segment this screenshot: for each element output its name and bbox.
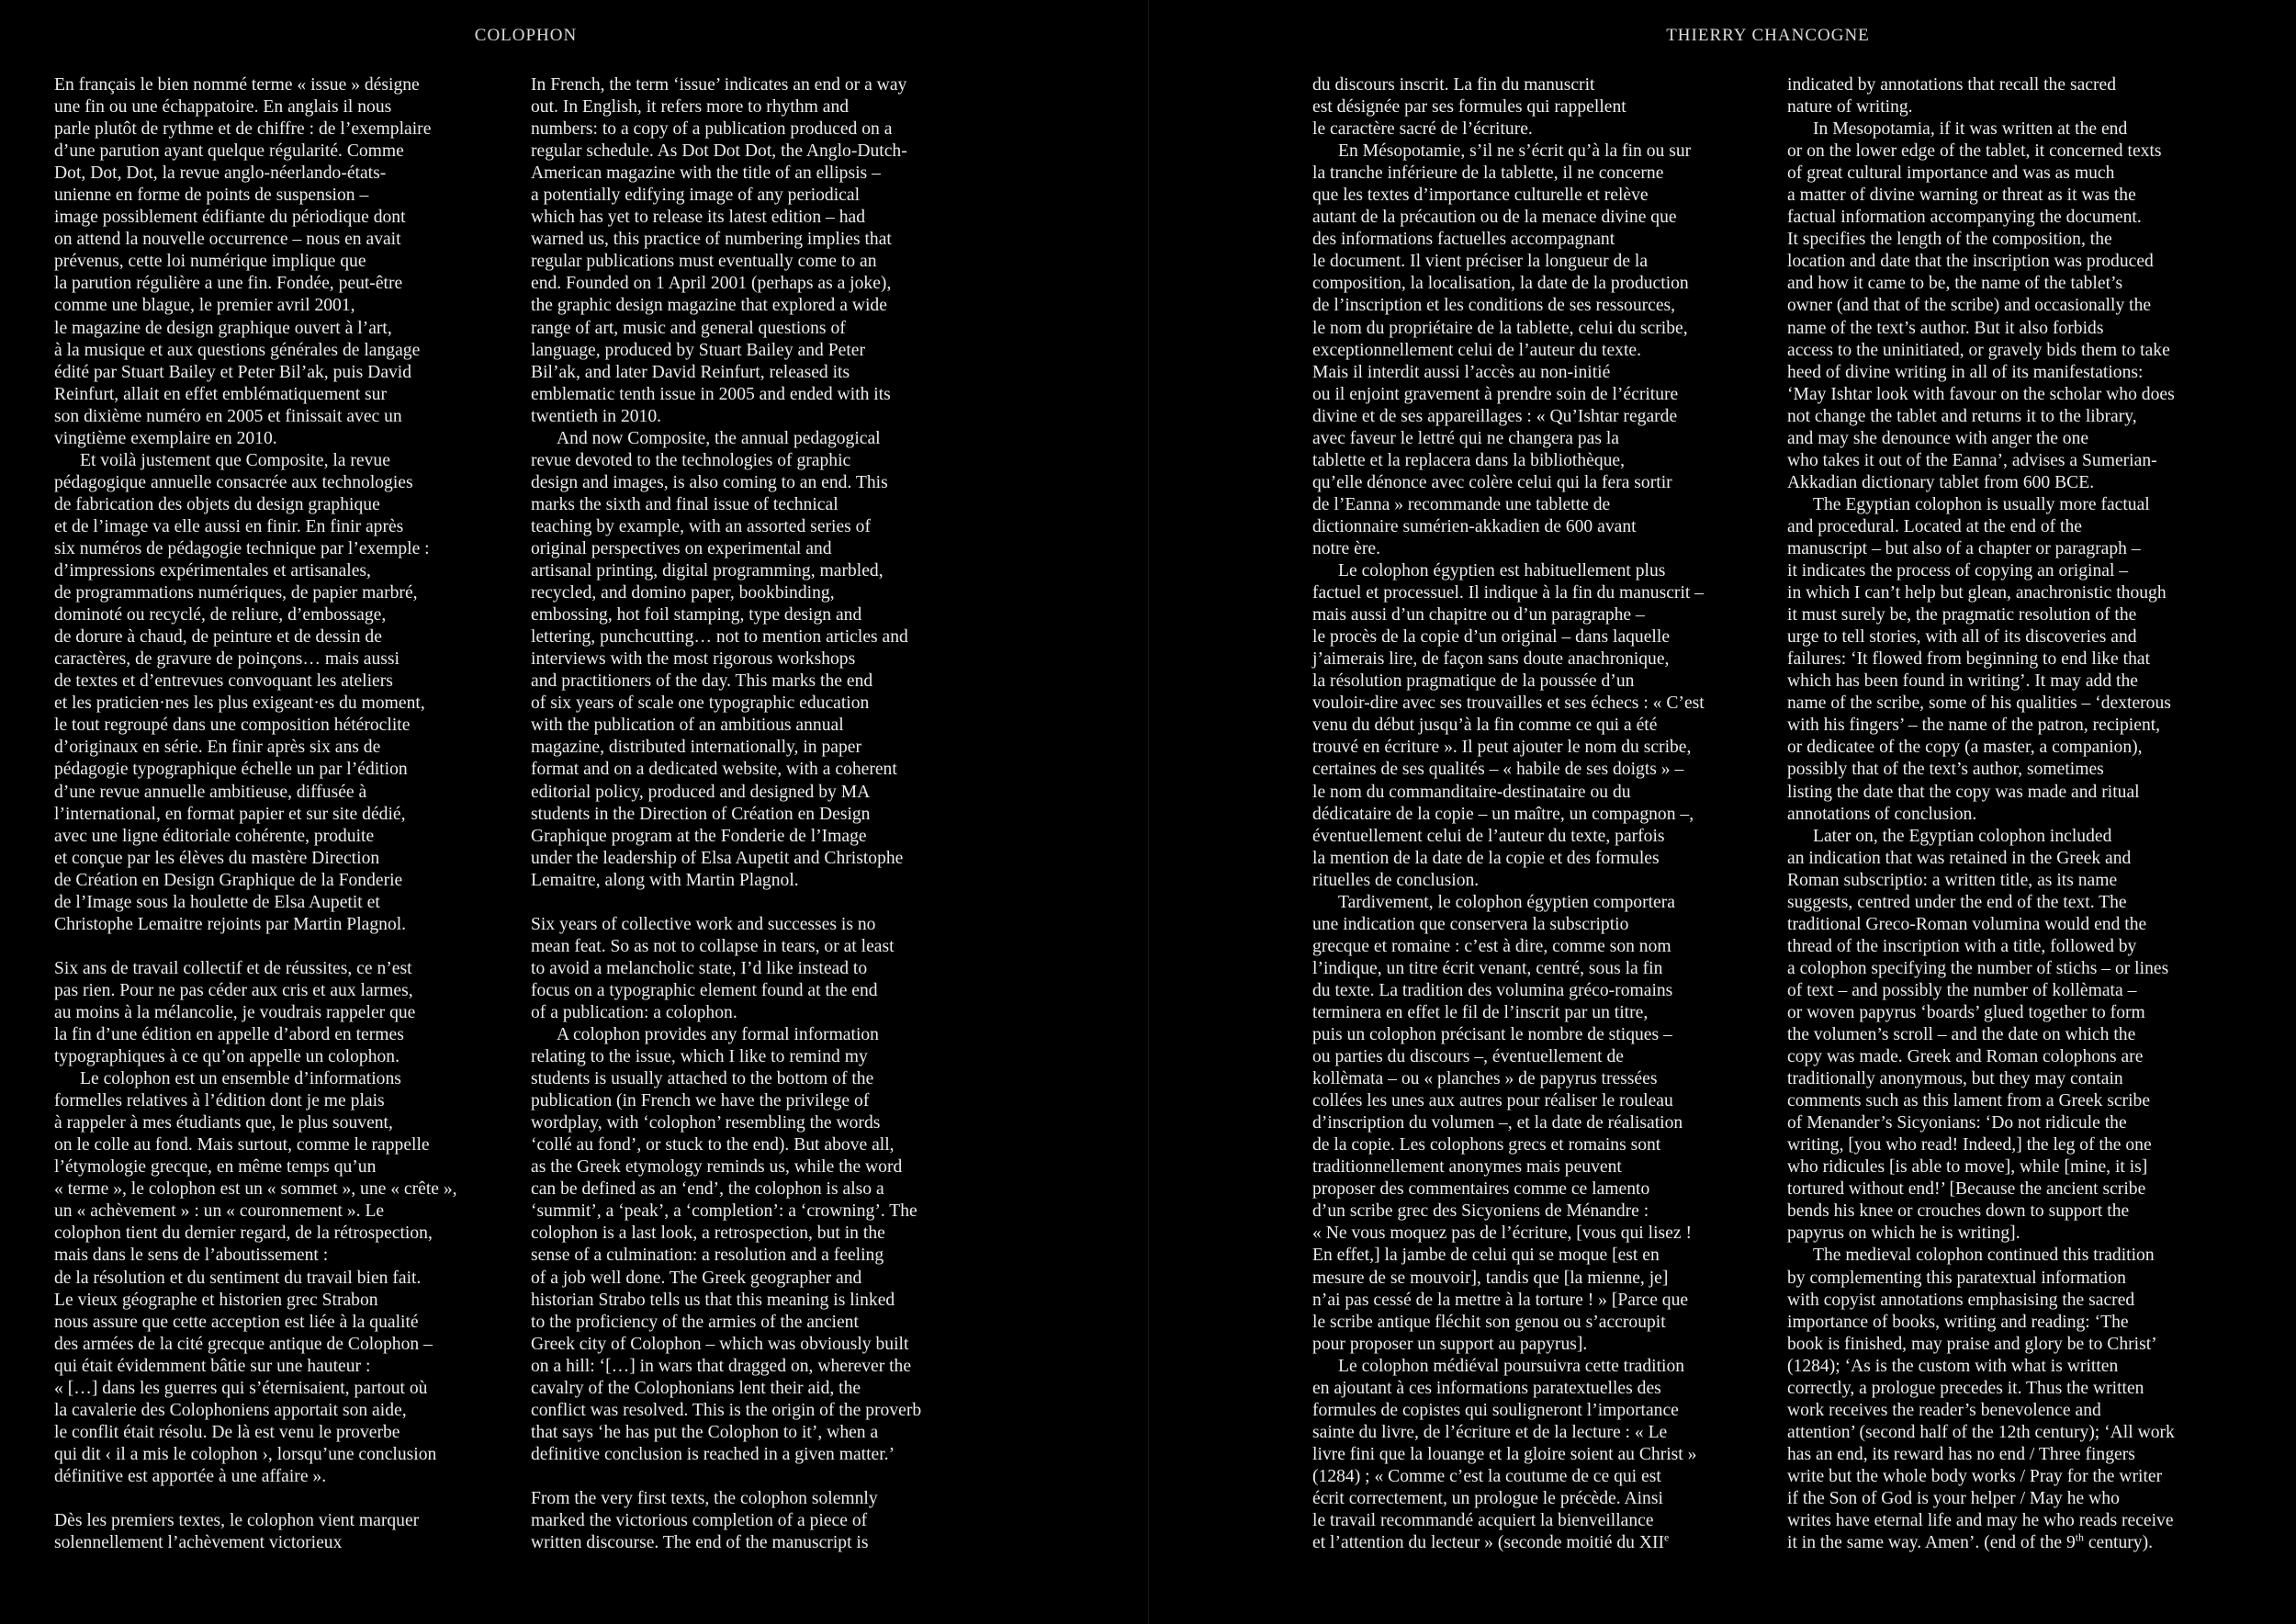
- text-line: cavalry of the Colophonians lent their aid, the: [531, 1378, 861, 1398]
- text-line: relating to the issue, which I like to remind my: [531, 1047, 868, 1067]
- text-column-french-2: [1312, 74, 1799, 1554]
- text-line: with the publication of an ambitious annual: [531, 716, 844, 736]
- text-line: la parution régulière a une fin. Fondée, peut-être: [54, 274, 403, 294]
- text-line: suggests, centred under the end of the text. The: [1787, 892, 2127, 912]
- text-line: la mention de la date de la copie et des formules: [1312, 848, 1660, 868]
- text-line: notre ère.: [1312, 538, 1380, 558]
- text-line: du discours inscrit. La fin du manuscrit: [1312, 75, 1595, 95]
- text-line: la fin d’une édition en appelle d’abord en termes: [54, 1025, 404, 1045]
- text-line: [54, 936, 541, 958]
- text-line: livre fini que la louange et la gloire soient au Christ »: [1312, 1444, 1697, 1464]
- text-line: Six years of collective work and successes is no: [531, 914, 876, 934]
- text-line: Tardivement, le colophon égyptien comportera: [1338, 892, 1675, 912]
- text-line: Mais il interdit aussi l’accès au non-initié: [1312, 362, 1611, 382]
- text-line: tablette et la replacera dans la bibliothèque,: [1312, 450, 1626, 470]
- text-line: « Ne vous moquez pas de l’écriture, [vous qui lisez !: [1312, 1224, 1692, 1244]
- text-line: d’un scribe grec des Sicyoniens de Ménandre :: [1312, 1201, 1649, 1222]
- text-line: de l’inscription et les conditions de ses ressources,: [1312, 296, 1676, 316]
- text-line: d’une parution ayant quelque régularité. Comme: [54, 141, 404, 162]
- text-line: d’originaux en série. En finir après six ans de: [54, 738, 381, 758]
- text-line: heed of divine writing in all of its manifestations:: [1787, 362, 2144, 382]
- text-line: définitive est apportée à une affaire ».: [54, 1466, 327, 1486]
- text-line: as the Greek etymology reminds us, while the word: [531, 1157, 903, 1178]
- text-line: au moins à la mélancolie, je voudrais rappeler que: [54, 1002, 416, 1022]
- text-line: vingtième exemplaire en 2010.: [54, 428, 277, 448]
- text-line: write but the whole body works / Pray for the writer: [1787, 1466, 2163, 1486]
- text-line: mesure de se mouvoir], tandis que [la mienne, je]: [1312, 1268, 1669, 1288]
- text-line: d’une revue annuelle ambitieuse, diffusée à: [54, 782, 367, 802]
- text-line: or on the lower edge of the tablet, it concerned texts: [1787, 141, 2162, 162]
- text-line: Dès les premiers textes, le colophon vient marquer: [54, 1511, 420, 1531]
- text-line: it in the same way. Amen’. (end of the 9th century).: [1787, 1531, 2153, 1553]
- page-gutter: [1148, 0, 1149, 1624]
- text-line: to the proficiency of the armies of the ancient: [531, 1312, 859, 1332]
- text-line: l’indique, un titre écrit venant, centré, sous la fin: [1312, 958, 1663, 978]
- text-line: Roman subscriptio: a written title, as its name: [1787, 870, 2118, 890]
- text-line: who takes it out of the Eanna’, advises a Sumerian-: [1787, 450, 2157, 470]
- text-line: design and images, is also coming to an end. This: [531, 472, 888, 492]
- text-line: Akkadian dictionary tablet from 600 BCE.: [1787, 472, 2095, 492]
- text-line: [531, 1466, 1018, 1488]
- text-line: ‘May Ishtar look with favour on the scholar who does: [1787, 384, 2175, 404]
- text-line: possibly that of the text’s author, sometimes: [1787, 760, 2104, 780]
- text-line: rituelles de conclusion.: [1312, 870, 1480, 890]
- text-line: can be defined as an ‘end’, the colophon is also a: [531, 1179, 884, 1200]
- text-line: mais aussi d’un chapitre ou d’un paragraphe –: [1312, 605, 1645, 626]
- text-line: a potentially edifying image of any periodical: [531, 186, 861, 206]
- text-line: sainte du livre, de l’écriture et de la lecture : « Le: [1312, 1422, 1668, 1442]
- text-line: la cavalerie des Colophoniens apportait son aide,: [54, 1400, 407, 1420]
- text-line: exceptionnellement celui de l’auteur du texte.: [1312, 340, 1641, 360]
- text-line: under the leadership of Elsa Aupetit and Christophe: [531, 848, 904, 868]
- text-line: factuel et processuel. Il indique à la fin du manuscrit –: [1312, 583, 1705, 603]
- text-line: le caractère sacré de l’écriture.: [1312, 119, 1533, 140]
- text-line: out. In English, it refers more to rhythm and: [531, 97, 850, 118]
- text-line: twentieth in 2010.: [531, 406, 662, 426]
- text-line: Le colophon égyptien est habituellement plus: [1338, 561, 1666, 581]
- text-line: d’inscription du volumen –, et la date de réalisation: [1312, 1113, 1683, 1133]
- text-line: à rappeler à mes étudiants que, le plus souvent,: [54, 1113, 393, 1133]
- text-line: qu’elle dénonce avec colère celui qui la fera sortir: [1312, 472, 1672, 492]
- text-line: it must surely be, the pragmatic resolution of the: [1787, 605, 2137, 626]
- text-line: an indication that was retained in the Greek and: [1787, 848, 2132, 868]
- text-line: range of art, music and general questions of: [531, 318, 846, 338]
- text-line: la tranche inférieure de la tablette, il ne concerne: [1312, 164, 1664, 184]
- text-line: written discourse. The end of the manuscript is: [531, 1533, 869, 1553]
- text-line: of great cultural importance and was as much: [1787, 164, 2115, 184]
- text-line: et l’attention du lecteur » (seconde moitié du XIIe: [1312, 1531, 1670, 1553]
- text-line: to avoid a melancholic state, I’d like instead to: [531, 958, 868, 978]
- text-line: warned us, this practice of numbering implies that: [531, 230, 892, 250]
- text-line: dominoté ou recyclé, de reliure, d’embossage,: [54, 605, 387, 626]
- text-line: of a job well done. The Greek geographer and: [531, 1268, 862, 1288]
- text-line: nature of writing.: [1787, 97, 1913, 118]
- text-line: proposer des commentaires comme ce lamento: [1312, 1179, 1650, 1200]
- text-line: le conflit était résolu. De là est venu le proverbe: [54, 1422, 400, 1442]
- text-line: Greek city of Colophon – which was obviously built: [531, 1334, 909, 1354]
- running-head-left: COLOPHON: [474, 26, 578, 45]
- text-line: name of the text’s author. But it also forbids: [1787, 318, 2104, 338]
- text-line: if the Son of God is your helper / May he who: [1787, 1489, 2120, 1508]
- text-line: kollèmata – ou « planches » de papyrus tressées: [1312, 1069, 1658, 1089]
- text-line: pour proposer un support au papyrus].: [1312, 1334, 1588, 1354]
- text-line: artisanal printing, digital programming, marbled,: [531, 561, 884, 581]
- text-line: une indication que conservera la subscriptio: [1312, 914, 1629, 934]
- text-line: et les praticien·nes les plus exigeant·es du moment,: [54, 694, 425, 714]
- text-line: colophon tient du dernier regard, de la rétrospection,: [54, 1224, 433, 1244]
- text-line: composition, la localisation, la date de la production: [1312, 274, 1689, 294]
- text-line: name of the scribe, some of his qualities – ‘dexterous: [1787, 694, 2171, 714]
- text-line: marks the sixth and final issue of technical: [531, 494, 838, 514]
- text-line: formelles relatives à l’édition dont je me plais: [54, 1091, 385, 1111]
- text-line: which has been found in writing’. It may add the: [1787, 671, 2138, 692]
- text-line: conflict was resolved. This is the origin of the proverb: [531, 1400, 922, 1420]
- running-head-right: THIERRY CHANCOGNE: [1666, 26, 1870, 45]
- text-line: collées les unes aux autres pour réaliser le rouleau: [1312, 1091, 1673, 1111]
- text-line: not change the tablet and returns it to the library,: [1787, 406, 2137, 426]
- text-line: autant de la précaution ou de la menace divine que: [1312, 208, 1677, 228]
- text-line: numbers: to a copy of a publication produced on a: [531, 119, 893, 140]
- text-line: publication (in French we have the privilege of: [531, 1091, 870, 1111]
- text-line: terminera en effet le fil de l’inscrit par un titre,: [1312, 1002, 1649, 1022]
- text-line: des armées de la cité grecque antique de Colophon –: [54, 1334, 433, 1354]
- text-line: caractères, de gravure de poinçons… mais aussi: [54, 649, 400, 670]
- text-line: parle plutôt de rythme et de chiffre : de l’exemplaire: [54, 119, 432, 140]
- text-line: traditionnellement anonymes mais peuvent: [1312, 1157, 1622, 1178]
- text-line: de textes et d’entrevues convoquant les ateliers: [54, 671, 393, 692]
- text-line: de Création en Design Graphique de la Fonderie: [54, 870, 403, 890]
- text-line: lettering, punchcutting… not to mention articles and: [531, 627, 908, 648]
- text-line: revue devoted to the technologies of graphic: [531, 450, 851, 470]
- text-line: Six ans de travail collectif et de réussites, ce n’est: [54, 958, 412, 978]
- text-line: divine et de ses appareillages : « Qu’Ishtar regarde: [1312, 406, 1678, 426]
- text-line: est désignée par ses formules qui rappellent: [1312, 97, 1626, 118]
- superscript: e: [1664, 1531, 1670, 1544]
- text-line: traditionally anonymous, but they may contain: [1787, 1069, 2123, 1089]
- text-line: American magazine with the title of an ellipsis –: [531, 164, 881, 184]
- text-line: on le colle au fond. Mais surtout, comme le rappelle: [54, 1135, 430, 1156]
- text-column-english-2: [1787, 74, 2274, 1554]
- text-line: embossing, hot foil stamping, type design and: [531, 605, 862, 626]
- text-line: l’international, en format papier et sur site dédié,: [54, 804, 406, 824]
- text-line: of a publication: a colophon.: [531, 1002, 737, 1022]
- text-line: [531, 892, 1018, 914]
- text-line: prévenus, cette loi numérique implique que: [54, 252, 366, 272]
- text-line: le nom du propriétaire de la tablette, celui du scribe,: [1312, 318, 1688, 338]
- text-line: « terme », le colophon est un « sommet », une « crête »,: [54, 1179, 457, 1200]
- text-line: regular schedule. As Dot Dot Dot, the Anglo-Dutch-: [531, 141, 907, 162]
- text-line: historian Strabo tells us that this meaning is linked: [531, 1290, 895, 1310]
- text-line: le magazine de design graphique ouvert à l’art,: [54, 318, 392, 338]
- text-line: Christophe Lemaitre rejoints par Martin Plagnol.: [54, 914, 407, 934]
- text-line: book is finished, may praise and glory be to Christ’: [1787, 1334, 2157, 1354]
- text-line: Reinfurt, allait en effet emblématiquement sur: [54, 384, 387, 404]
- text-line: of six years of scale one typographic education: [531, 694, 870, 714]
- text-line: students is usually attached to the bottom of the: [531, 1069, 874, 1089]
- text-line: écrit correctement, un prologue le précède. Ainsi: [1312, 1489, 1663, 1508]
- text-line: annotations of conclusion.: [1787, 804, 1977, 824]
- text-line: In Mesopotamia, if it was written at the end: [1813, 119, 2128, 140]
- text-line: attention’ (second half of the 12th century); ‘All work: [1787, 1422, 2175, 1442]
- text-line: magazine, distributed internationally, in paper: [531, 738, 862, 758]
- text-line: Later on, the Egyptian colophon included: [1813, 826, 2112, 846]
- text-line: unienne en forme de points de suspension –: [54, 186, 369, 206]
- text-line: or woven papyrus ‘boards’ glued together to form: [1787, 1002, 2145, 1022]
- text-line: nous assure que cette acception est liée à la qualité: [54, 1312, 419, 1332]
- text-line: que les textes d’importance culturelle et relève: [1312, 186, 1649, 206]
- text-line: et conçue par les élèves du mastère Direction: [54, 848, 380, 868]
- text-line: that says ‘he has put the Colophon to it’, when a: [531, 1422, 879, 1442]
- text-line: Dot, Dot, Dot, la revue anglo-néerlando-états-: [54, 164, 387, 184]
- text-line: of Menander’s Sicyonians: ‘Do not ridicule the: [1787, 1113, 2127, 1133]
- text-line: le document. Il vient préciser la longueur de la: [1312, 252, 1649, 272]
- text-line: importance of books, writing and reading: ‘The: [1787, 1312, 2129, 1332]
- text-line: From the very first texts, the colophon solemnly: [531, 1489, 878, 1508]
- text-line: avec une ligne éditoriale cohérente, produite: [54, 826, 375, 846]
- text-line: and may she denounce with anger the one: [1787, 428, 2089, 448]
- text-line: dictionnaire sumérien-akkadien de 600 avant: [1312, 516, 1637, 536]
- text-line: dédicataire de la copie – un maître, un compagnon –,: [1312, 804, 1694, 824]
- text-line: which has yet to release its latest edition – had: [531, 208, 866, 228]
- text-line: ou il enjoint gravement à prendre soin de l’écriture: [1312, 384, 1679, 404]
- text-line: emblematic tenth issue in 2005 and ended with its: [531, 384, 891, 404]
- text-line: un « achèvement » : un « couronnement ». Le: [54, 1201, 385, 1222]
- text-line: l’étymologie grecque, en même temps qu’un: [54, 1157, 377, 1178]
- text-line: n’ai pas cessé de la mettre à la torture ! » [Parce que: [1312, 1290, 1689, 1310]
- superscript: th: [2075, 1531, 2084, 1544]
- text-line: édité par Stuart Bailey et Peter Bil’ak, puis David: [54, 362, 412, 382]
- text-line: who ridicules [is able to move], while [mine, it is]: [1787, 1157, 2148, 1178]
- text-line: grecque et romaine : c’est à dire, comme son nom: [1312, 936, 1671, 956]
- text-line: or dedicatee of the copy (a master, a companion),: [1787, 738, 2143, 758]
- text-line: « […] dans les guerres qui s’éternisaient, partout où: [54, 1378, 428, 1398]
- text-line: interviews with the most rigorous workshops: [531, 649, 856, 670]
- text-line: Le colophon est un ensemble d’informations: [80, 1069, 401, 1089]
- text-line: copy was made. Greek and Roman colophons are: [1787, 1047, 2144, 1067]
- text-line: It specifies the length of the composition, the: [1787, 230, 2112, 250]
- text-line: en ajoutant à ces informations paratextuelles des: [1312, 1378, 1661, 1398]
- text-column-english-1: [531, 74, 1018, 1554]
- text-line: de l’Eanna » recommande une tablette de: [1312, 494, 1611, 514]
- text-line: owner (and that of the scribe) and occasionally the: [1787, 296, 2152, 316]
- text-line: solennellement l’achèvement victorieux: [54, 1533, 343, 1553]
- text-line: le procès de la copie d’un original – dans laquelle: [1312, 627, 1671, 648]
- text-line: ‘collé au fond’, or stuck to the end). But above all,: [531, 1135, 895, 1156]
- text-line: En français le bien nommé terme « issue » désigne: [54, 75, 420, 95]
- text-line: wordplay, with ‘colophon’ resembling the words: [531, 1113, 881, 1133]
- text-line: The Egyptian colophon is usually more factual: [1813, 494, 2150, 514]
- text-line: (1284) ; « Comme c’est la coutume de ce qui est: [1312, 1466, 1661, 1486]
- text-line: in which I can’t help but glean, anachronistic though: [1787, 583, 2167, 603]
- text-line: and procedural. Located at the end of the: [1787, 516, 2082, 536]
- text-line: a colophon specifying the number of stichs – or lines: [1787, 958, 2169, 978]
- text-line: traditional Greco-Roman volumina would end the: [1787, 914, 2147, 934]
- text-line: marked the victorious completion of a piece of: [531, 1511, 868, 1531]
- text-line: de programmations numériques, de papier marbré,: [54, 583, 418, 603]
- text-line: teaching by example, with an assorted series of: [531, 516, 871, 536]
- text-line: certaines de ses qualités – « habile de ses doigts » –: [1312, 760, 1684, 780]
- text-line: In French, the term ‘issue’ indicates an end or a way: [531, 75, 907, 95]
- text-line: le scribe antique fléchit son genou ou s’accroupit: [1312, 1312, 1666, 1332]
- text-line: ou parties du discours –, éventuellement de: [1312, 1047, 1624, 1067]
- text-line: with his fingers’ – the name of the patron, recipient,: [1787, 716, 2161, 736]
- text-line: A colophon provides any formal information: [557, 1025, 879, 1045]
- text-line: writes have eternal life and may he who reads receive: [1787, 1511, 2174, 1531]
- text-line: failures: ‘It flowed from beginning to end like that: [1787, 649, 2151, 670]
- text-line: pas rien. Pour ne pas céder aux cris et aux larmes,: [54, 980, 413, 1000]
- text-line: original perspectives on experimental and: [531, 538, 832, 558]
- text-line: editorial policy, produced and designed by MA: [531, 782, 871, 802]
- text-line: de la copie. Les colophons grecs et romains sont: [1312, 1135, 1661, 1156]
- text-line: And now Composite, the annual pedagogical: [557, 428, 881, 448]
- text-line: location and date that the inscription was produced: [1787, 252, 2154, 272]
- text-line: urge to tell stories, with all of its discoveries and: [1787, 627, 2137, 648]
- text-line: comme une blague, le premier avril 2001,: [54, 296, 355, 316]
- text-line: correctly, a prologue precedes it. Thus the written: [1787, 1378, 2144, 1398]
- text-line: Bil’ak, and later David Reinfurt, released its: [531, 362, 850, 382]
- text-line: qui était évidemment bâtie sur une hauteur :: [54, 1356, 371, 1376]
- text-line: de la résolution et du sentiment du travail bien fait.: [54, 1268, 422, 1288]
- text-line: sense of a culmination: a resolution and a feeling: [531, 1246, 884, 1266]
- text-line: à la musique et aux questions générales de langage: [54, 340, 421, 360]
- text-line: Le colophon médiéval poursuivra cette tradition: [1338, 1356, 1685, 1376]
- text-line: the graphic design magazine that explored a wide: [531, 296, 887, 316]
- text-line: En effet,] la jambe de celui qui se moque [est en: [1312, 1246, 1660, 1266]
- text-line: papyrus on which he is writing].: [1787, 1224, 2020, 1244]
- text-line: six numéros de pédagogie technique par l’exemple :: [54, 538, 430, 558]
- text-line: indicated by annotations that recall the sacred: [1787, 75, 2116, 95]
- text-line: Graphique program at the Fonderie de l’Image: [531, 826, 867, 846]
- text-line: de l’Image sous la houlette de Elsa Aupetit et: [54, 892, 380, 912]
- text-line: regular publications must eventually come to an: [531, 252, 877, 272]
- text-line: Le vieux géographe et historien grec Strabon: [54, 1290, 378, 1310]
- text-line: on attend la nouvelle occurrence – nous en avait: [54, 230, 401, 250]
- text-line: trouvé en écriture ». Il peut ajouter le nom du scribe,: [1312, 738, 1692, 758]
- text-line: with copyist annotations emphasising the sacred: [1787, 1290, 2135, 1310]
- text-line: language, produced by Stuart Bailey and Peter: [531, 340, 866, 360]
- text-line: Et voilà justement que Composite, la revue: [80, 450, 390, 470]
- text-line: students in the Direction of Création en Design: [531, 804, 871, 824]
- text-line: d’impressions expérimentales et artisanales,: [54, 561, 371, 581]
- text-line: le tout regroupé dans une composition hétéroclite: [54, 716, 411, 736]
- text-line: la résolution pragmatique de la poussée d’un: [1312, 671, 1635, 692]
- text-line: son dixième numéro en 2005 et finissait avec un: [54, 406, 402, 426]
- text-line: Lemaitre, along with Martin Plagnol.: [531, 870, 799, 890]
- text-line: En Mésopotamie, s’il ne s’écrit qu’à la fin ou sur: [1338, 141, 1692, 162]
- text-line: writing, [you who read! Indeed,] the leg of the one: [1787, 1135, 2152, 1156]
- text-line: pédagogique annuelle consacrée aux technologies: [54, 472, 413, 492]
- text-line: manuscript – but also of a chapter or paragraph –: [1787, 538, 2141, 558]
- text-line: access to the uninitiated, or gravely bids them to take: [1787, 340, 2170, 360]
- text-line: tortured without end!’ [Because the ancient scribe: [1787, 1179, 2146, 1200]
- text-line: formules de copistes qui souligneront l’importance: [1312, 1400, 1679, 1420]
- text-line: The medieval colophon continued this tradition: [1813, 1246, 2155, 1266]
- text-line: the volumen’s scroll – and the date on which the: [1787, 1025, 2136, 1045]
- text-line: éventuellement celui de l’auteur du texte, parfois: [1312, 826, 1665, 846]
- text-line: bends his knee or crouches down to support the: [1787, 1201, 2130, 1222]
- text-line: it indicates the process of copying an original –: [1787, 561, 2129, 581]
- text-line: qui dit ‹ il a mis le colophon ›, lorsqu’une conclusion: [54, 1444, 437, 1464]
- text-line: listing the date that the copy was made and ritual: [1787, 782, 2140, 802]
- text-line: thread of the inscription with a title, followed by: [1787, 936, 2137, 956]
- text-line: typographiques à ce qu’on appelle un colophon.: [54, 1047, 400, 1067]
- text-line: comments such as this lament from a Greek scribe: [1787, 1091, 2151, 1111]
- text-line: has an end, its reward has no end / Three fingers: [1787, 1444, 2135, 1464]
- text-line: mean feat. So as not to collapse in tears, or at least: [531, 936, 895, 956]
- text-line: des informations factuelles accompagnant: [1312, 230, 1615, 250]
- text-line: work receives the reader’s benevolence and: [1787, 1400, 2101, 1420]
- text-line: image possiblement édifiante du périodique dont: [54, 208, 406, 228]
- text-line: avec faveur le lettré qui ne changera pas la: [1312, 428, 1619, 448]
- text-line: vouloir-dire avec ses trouvailles et ses échecs : « C’est: [1312, 694, 1705, 714]
- text-line: focus on a typographic element found at the end: [531, 980, 878, 1000]
- text-line: le nom du commanditaire-destinataire ou du: [1312, 782, 1631, 802]
- text-line: du texte. La tradition des volumina gréco-romains: [1312, 980, 1673, 1000]
- text-line: puis un colophon précisant le nombre de stiques –: [1312, 1025, 1672, 1045]
- text-line: [54, 1488, 541, 1510]
- text-column-french-1: [54, 74, 541, 1554]
- text-line: a matter of divine warning or threat as it was the: [1787, 186, 2136, 206]
- text-line: de fabrication des objets du design graphique: [54, 494, 380, 514]
- text-line: end. Founded on 1 April 2001 (perhaps as a joke),: [531, 274, 892, 294]
- text-line: une fin ou une échappatoire. En anglais il nous: [54, 97, 392, 118]
- text-line: pédagogie typographique échelle un par l’édition: [54, 760, 408, 780]
- text-line: colophon is a last look, a retrospection, but in the: [531, 1224, 885, 1244]
- text-line: j’aimerais lire, de façon sans doute anachronique,: [1312, 649, 1670, 670]
- text-line: mais dans le sens de l’aboutissement :: [54, 1246, 329, 1266]
- text-line: and practitioners of the day. This marks the end: [531, 671, 873, 692]
- text-line: et de l’image va elle aussi en finir. En finir après: [54, 516, 404, 536]
- text-line: ‘summit’, a ‘peak’, a ‘completion’: a ‘crowning’. The: [531, 1201, 917, 1222]
- text-line: format and on a dedicated website, with a coherent: [531, 760, 897, 780]
- text-line: of text – and possibly the number of kollèmata –: [1787, 980, 2137, 1000]
- text-line: (1284); ‘As is the custom with what is written: [1787, 1356, 2119, 1376]
- text-line: venu du début jusqu’à la fin comme ce qui a été: [1312, 716, 1658, 736]
- text-line: and how it came to be, the name of the tablet’s: [1787, 274, 2123, 294]
- text-line: recycled, and domino paper, bookbinding,: [531, 583, 835, 603]
- text-line: by complementing this paratextual information: [1787, 1268, 2126, 1288]
- text-line: on a hill: ‘[…] in wars that dragged on, wherever the: [531, 1356, 912, 1376]
- text-line: factual information accompanying the document.: [1787, 208, 2142, 228]
- text-line: de dorure à chaud, de peinture et de dessin de: [54, 627, 382, 648]
- text-line: le travail recommandé acquiert la bienveillance: [1312, 1511, 1654, 1531]
- text-line: definitive conclusion is reached in a given matter.’: [531, 1444, 895, 1464]
